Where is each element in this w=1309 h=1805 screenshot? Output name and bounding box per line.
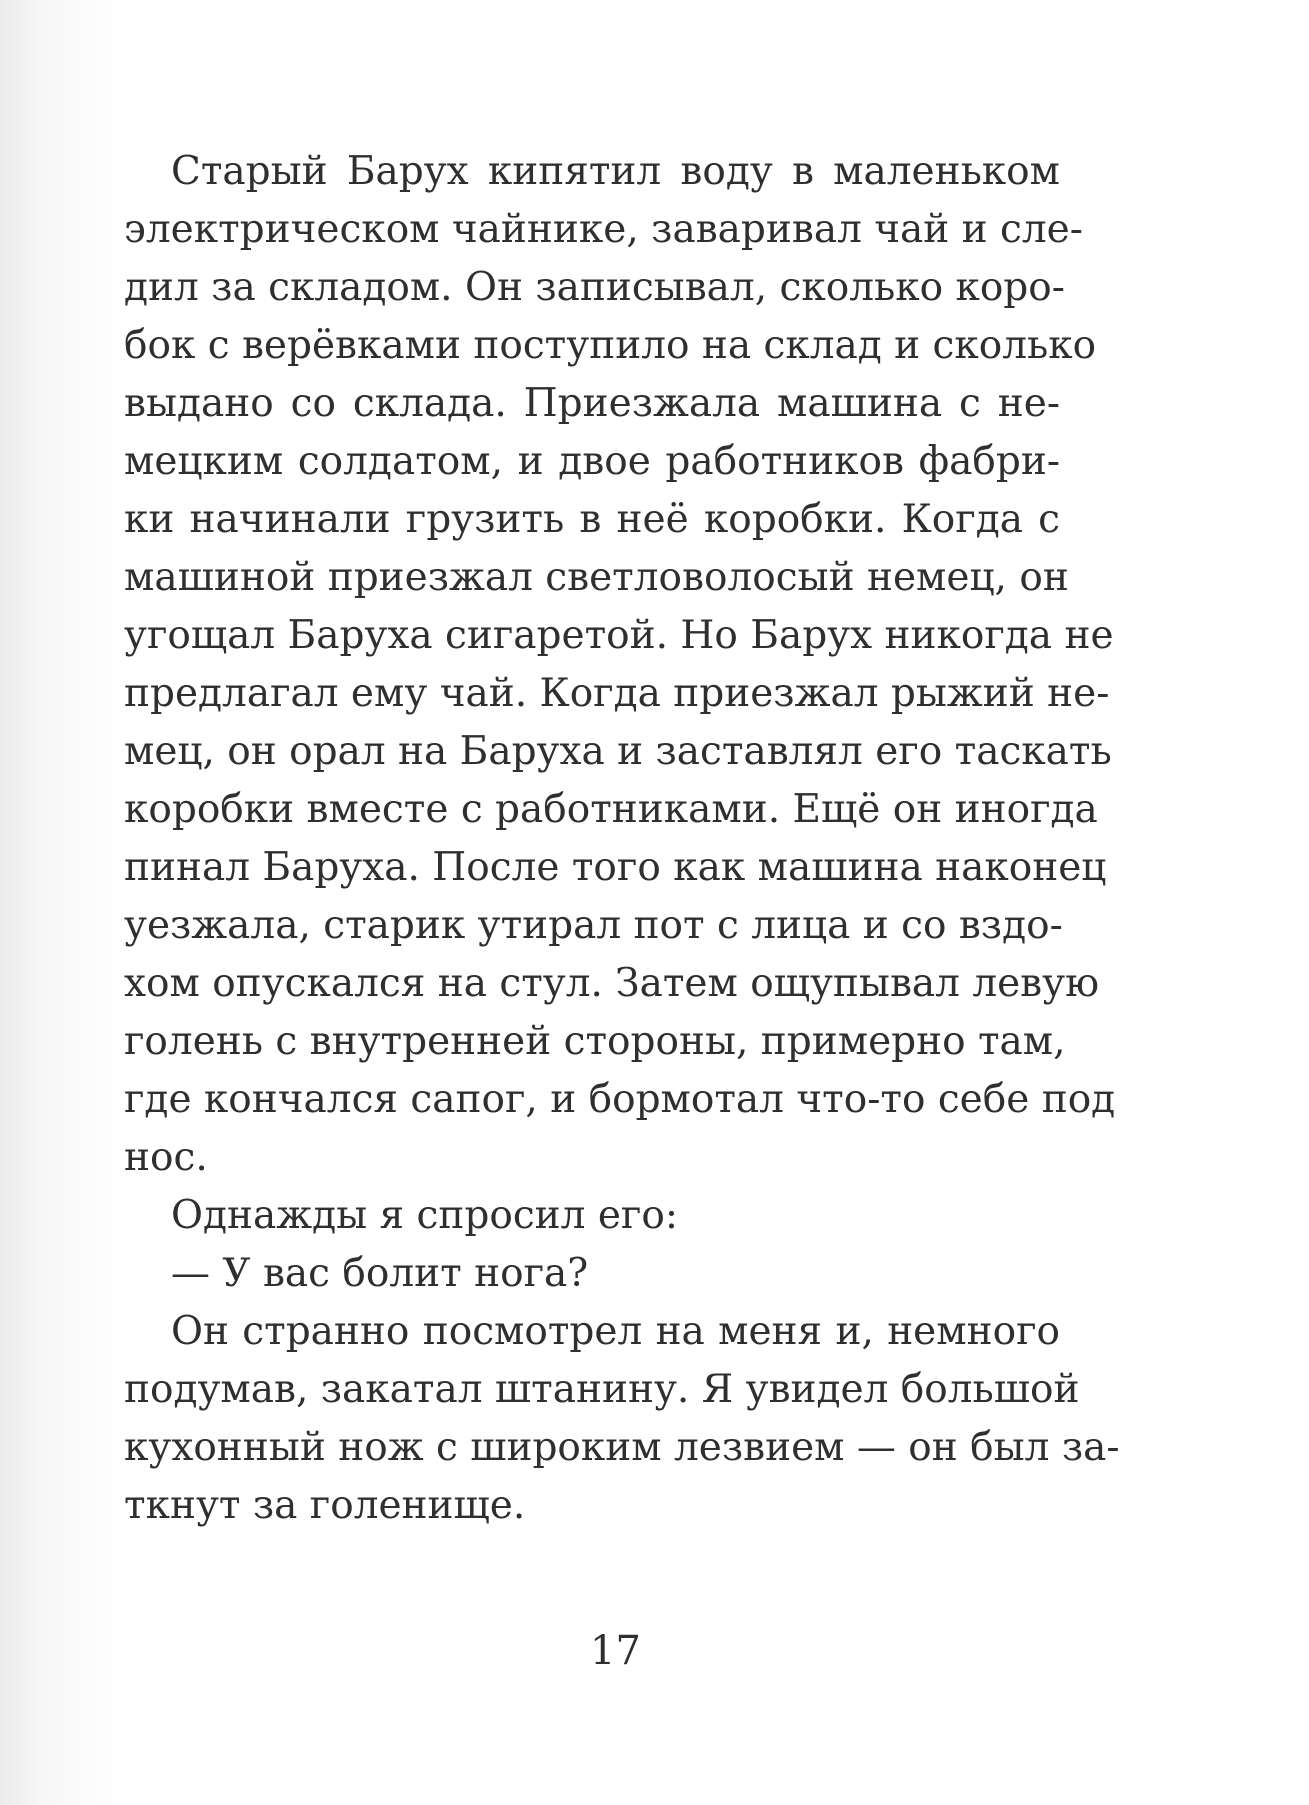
text-line: кухонный нож с широким лезвием — он был за- (124, 1425, 1120, 1470)
text-line: дил за складом. Он записывал, сколько коро- (124, 265, 1065, 310)
text-line: мец, он орал на Баруха и заставлял его таскать (124, 729, 1112, 774)
body-text (124, 143, 1120, 1535)
text-line: бок с верёвками поступило на склад и сколько (124, 323, 1097, 368)
text-line: угощал Баруха сигаретой. Но Барух никогда не (124, 613, 1114, 658)
text-line: электрическом чайнике, заваривал чай и сле- (124, 207, 1083, 252)
text-line: уезжала, старик утирал пот с лица и со вздо- (124, 903, 1063, 948)
text-line: подумав, закатал штанину. Я увидел большой (124, 1367, 1080, 1412)
text-line: где кончался сапог, и бормотал что-то себе под (124, 1077, 1116, 1122)
text-line: машиной приезжал светловолосый немец, он (124, 555, 1069, 600)
text-line: Однажды я спросил его: (171, 1193, 678, 1238)
text-line: ткнут за голенище. (124, 1483, 526, 1528)
text-line: коробки вместе с работниками. Ещё он иногда (124, 787, 1098, 832)
text-line: голень с внутренней стороны, примерно там, (124, 1019, 1066, 1064)
text-line: хом опускался на стул. Затем ощупывал левую (124, 961, 1100, 1006)
dialogue-line: — У вас болит нога? (171, 1251, 589, 1296)
text-line: ки начинали грузить в неё коробки. Когда с (124, 497, 1060, 542)
text-line: выдано со склада. Приезжала машина с не- (124, 381, 1060, 426)
text-line: Он странно посмотрел на меня и, немного (171, 1309, 1060, 1354)
text-line: Старый Барух кипятил воду в маленьком (171, 149, 1060, 194)
text-line: нос. (124, 1135, 208, 1180)
text-line: предлагал ему чай. Когда приезжал рыжий не- (124, 671, 1110, 716)
text-line: мецким солдатом, и двое работников фабри- (124, 439, 1060, 484)
text-line: пинал Баруха. После того как машина наконец (124, 845, 1107, 890)
page-number: 17 (590, 1628, 641, 1674)
